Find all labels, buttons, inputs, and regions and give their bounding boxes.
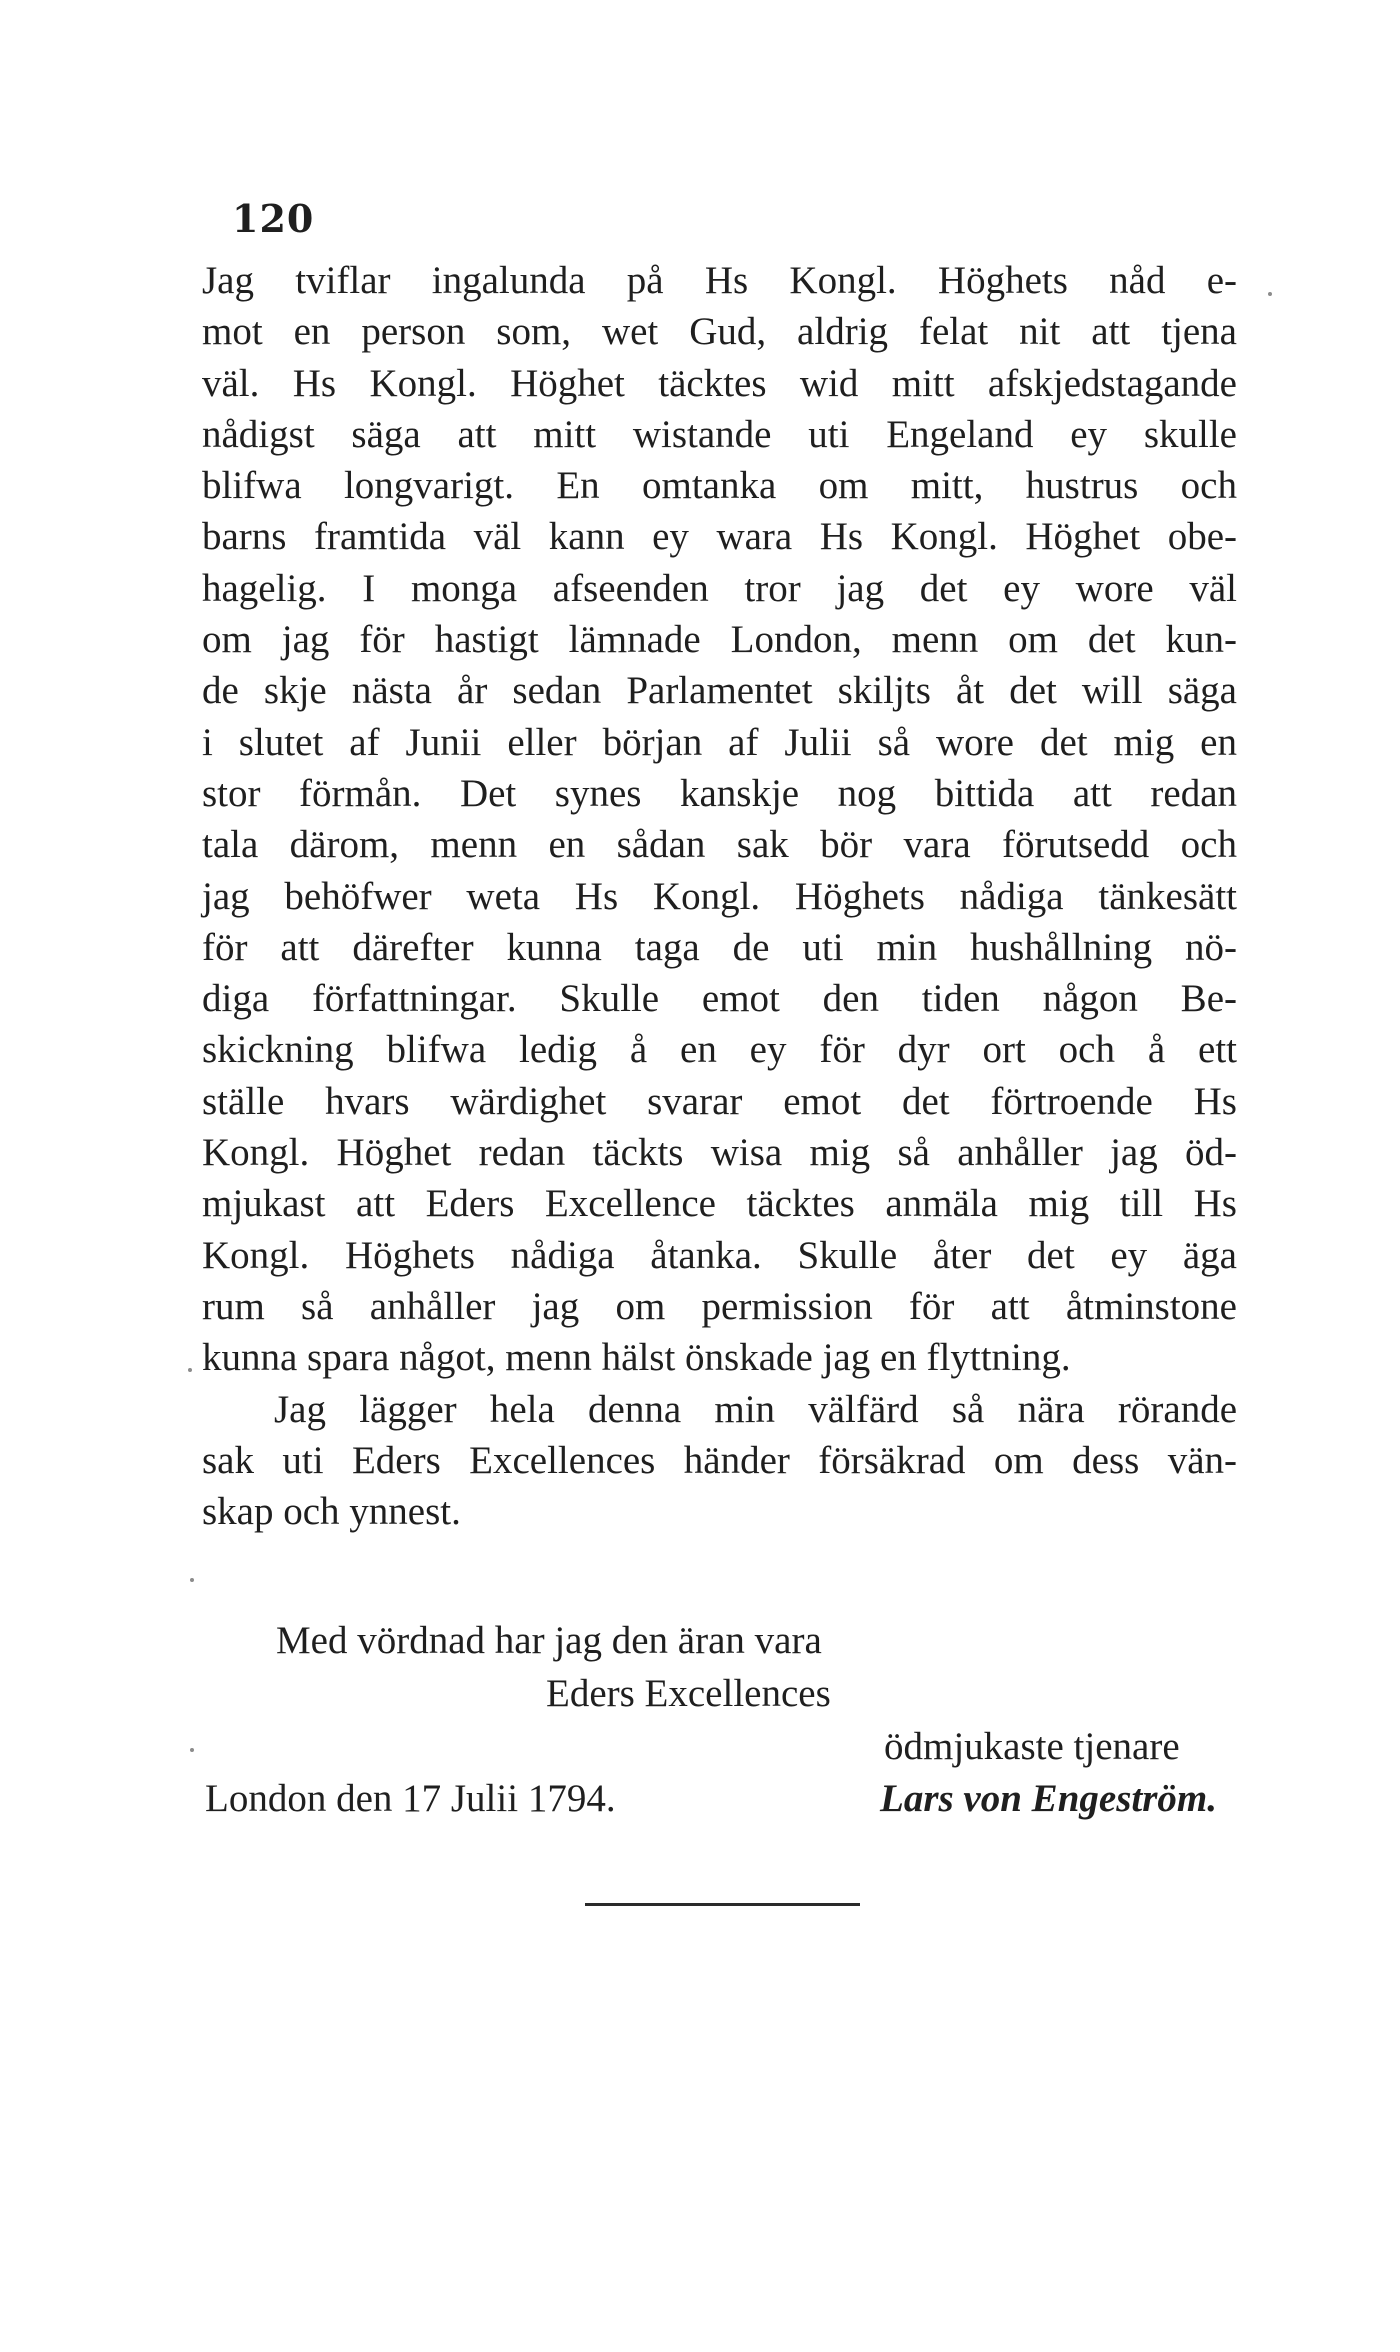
salutation-text: Med vördnad har jag den äran vara	[276, 1619, 822, 1662]
servant-text: ödmjukaste tjenare	[884, 1725, 1180, 1768]
text-line: nådigst säga att mitt wistande uti Engeland ey skulle	[202, 412, 1237, 456]
text-line: mot en person som, wet Gud, aldrig felat nit att tjena	[202, 310, 1237, 354]
text-line: kunna spara något, menn hälst önskade jag en flyttning.	[202, 1336, 1071, 1380]
text-line: barns framtida väl kann ey wara Hs Kongl. Höghet obe-	[202, 515, 1237, 559]
text-line: jag behöfwer weta Hs Kongl. Höghets nådiga tänkesätt	[202, 874, 1237, 918]
letter-body	[202, 255, 1237, 1537]
end-rule	[585, 1903, 860, 1906]
text-line: ställe hvars wärdighet svarar emot det förtroende Hs	[202, 1079, 1237, 1123]
text-line: skickning blifwa ledig å en ey för dyr ort och å ett	[202, 1028, 1237, 1072]
text-line: Kongl. Höghet redan täckts wisa mig så anhåller jag öd-	[202, 1131, 1237, 1175]
text-line: skap och ynnest.	[202, 1490, 461, 1534]
print-speck	[190, 1748, 194, 1752]
text-line: rum så anhåller jag om permission för att åtminstone	[202, 1284, 1237, 1328]
text-line: tala därom, menn en sådan sak bör vara förutsedd och	[202, 823, 1237, 867]
text-line: diga författningar. Skulle emot den tiden någon Be-	[202, 977, 1237, 1021]
text-line: Jag lägger hela denna min välfärd så nära rörande	[274, 1387, 1237, 1431]
text-line: om jag för hastigt lämnade London, menn om det kun-	[202, 618, 1237, 662]
text-line: väl. Hs Kongl. Höghet täcktes wid mitt afskjedstagande	[202, 361, 1237, 405]
page-number: 120	[232, 196, 315, 241]
signature: Lars von Engeström.	[880, 1777, 1217, 1820]
text-line: Jag tviflar ingalunda på Hs Kongl. Höghets nåd e-	[202, 259, 1237, 302]
text-line: Kongl. Höghets nådiga åtanka. Skulle åter det ey äga	[202, 1233, 1237, 1277]
text-line: blifwa longvarigt. En omtanka om mitt, hustrus och	[202, 464, 1237, 508]
text-line: för att därefter kunna taga de uti min hushållning nö-	[202, 925, 1237, 969]
text-line: stor förmån. Det synes kanskje nog bittida att redan	[202, 771, 1237, 815]
text-line: i slutet af Junii eller början af Julii så wore det mig en	[202, 720, 1237, 764]
print-speck	[190, 1578, 194, 1582]
addressee-text: Eders Excellences	[546, 1672, 831, 1715]
print-speck	[1268, 292, 1272, 296]
text-line: mjukast att Eders Excellence täcktes anmäla mig till Hs	[202, 1182, 1237, 1226]
place-date: London den 17 Julii 1794.	[205, 1777, 616, 1820]
print-speck	[188, 1368, 192, 1372]
text-line: sak uti Eders Excellences händer försäkrad om dess vän-	[202, 1438, 1237, 1482]
text-line: hagelig. I monga afseenden tror jag det ey wore väl	[202, 566, 1237, 610]
text-line: de skje nästa år sedan Parlamentet skiljts åt det will säga	[202, 669, 1237, 713]
